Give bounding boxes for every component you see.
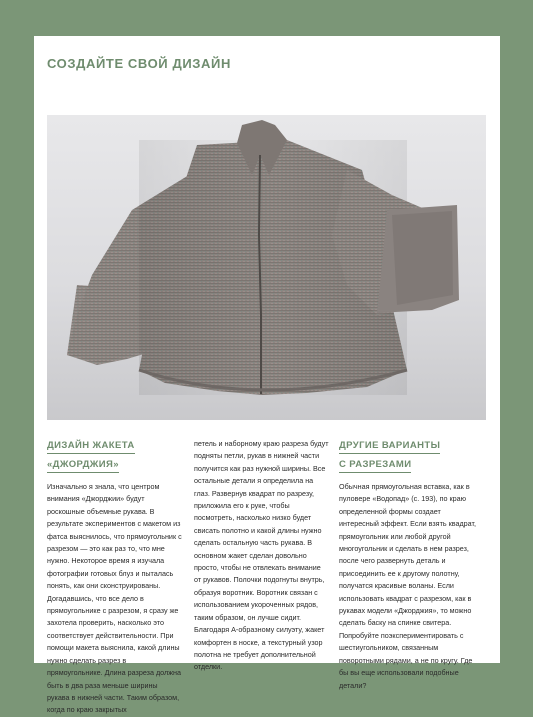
column-3 — [339, 438, 479, 692]
section-heading-georgia — [47, 438, 182, 476]
body-paragraph: петель и наборному краю разреза будут подняты петли, рукав в нижней части получится как раз нужной ширины. Все остальные детали я определила на глаз. Развернув квадрат по разрезу, приложила его к руке, чтобы посмотреть, насколько низко будет свисать полотно и какой длины нужно сделать остальную часть рукава. В основном жакет сделан довольно просто, чтобы не отвлекать внимание от рукавов. Полочки подогнуты внутрь, образуя воротник. Воротник связан с использованием укороченных рядов, таким образом, он лучше сидит. Благодаря А-образному силуэту, жакет комфортен в носке, а текстурный узор полотна не требует дополнительной отделки. — [194, 439, 329, 672]
heading-line-1: ДИЗАЙН ЖАКЕТА — [47, 438, 135, 454]
book-page — [34, 36, 500, 715]
heading-line-2: С РАЗРЕЗАМИ — [339, 457, 411, 473]
body-paragraph: Обычная прямоугольная вставка, как в пуловере «Водопад» (с. 193), по краю определенной формы создает интересный эффект. Если взять квадрат, прямоугольник или любой другой многоугольник и сделать в нем разрез, после чего развернуть деталь и присоединить ее к другому полотну, получатся красивые воланы. Если использовать квадрат с разрезом, как в рукавах модели «Джорджия», то можно сделать баску на спинке свитера. Попробуйте поэкспериментировать с шестиугольником, связанным поворотными рядами, а не по кругу. Где бы вы еще использовали подобные детали? — [339, 482, 477, 690]
column-1 — [47, 438, 182, 717]
page-title: СОЗДАЙТЕ СВОЙ ДИЗАЙН — [47, 56, 231, 71]
jacket-photo — [47, 115, 486, 420]
heading-line-2: «ДЖОРДЖИЯ» — [47, 457, 119, 473]
body-paragraph: Изначально я знала, что центром внимания «Джорджии» будут роскошные объемные рукава. В результате экспериментов с макетом из фатса выяснилось, что прямоугольник с разрезом — это как раз то, что мне нужно. Некоторое время я изучала фотографии готовых блуз и пыталась понять, как они сконструированы. Догадавшись, что все дело в прямоугольнике с разрезом, я сразу же захотела проверить, насколько это соответствует действительности. При помощи макета выяснила, какой длины нужно сделать разрез в прямоугольнике. Длина разреза должна быть в два раза меньше ширины рукава в нижней части. Таким образом, когда по краю закрытых — [47, 482, 182, 715]
heading-line-1: ДРУГИЕ ВАРИАНТЫ — [339, 438, 440, 454]
section-heading-variants — [339, 438, 479, 476]
column-2 — [194, 438, 329, 674]
jacket-illustration — [47, 115, 486, 420]
